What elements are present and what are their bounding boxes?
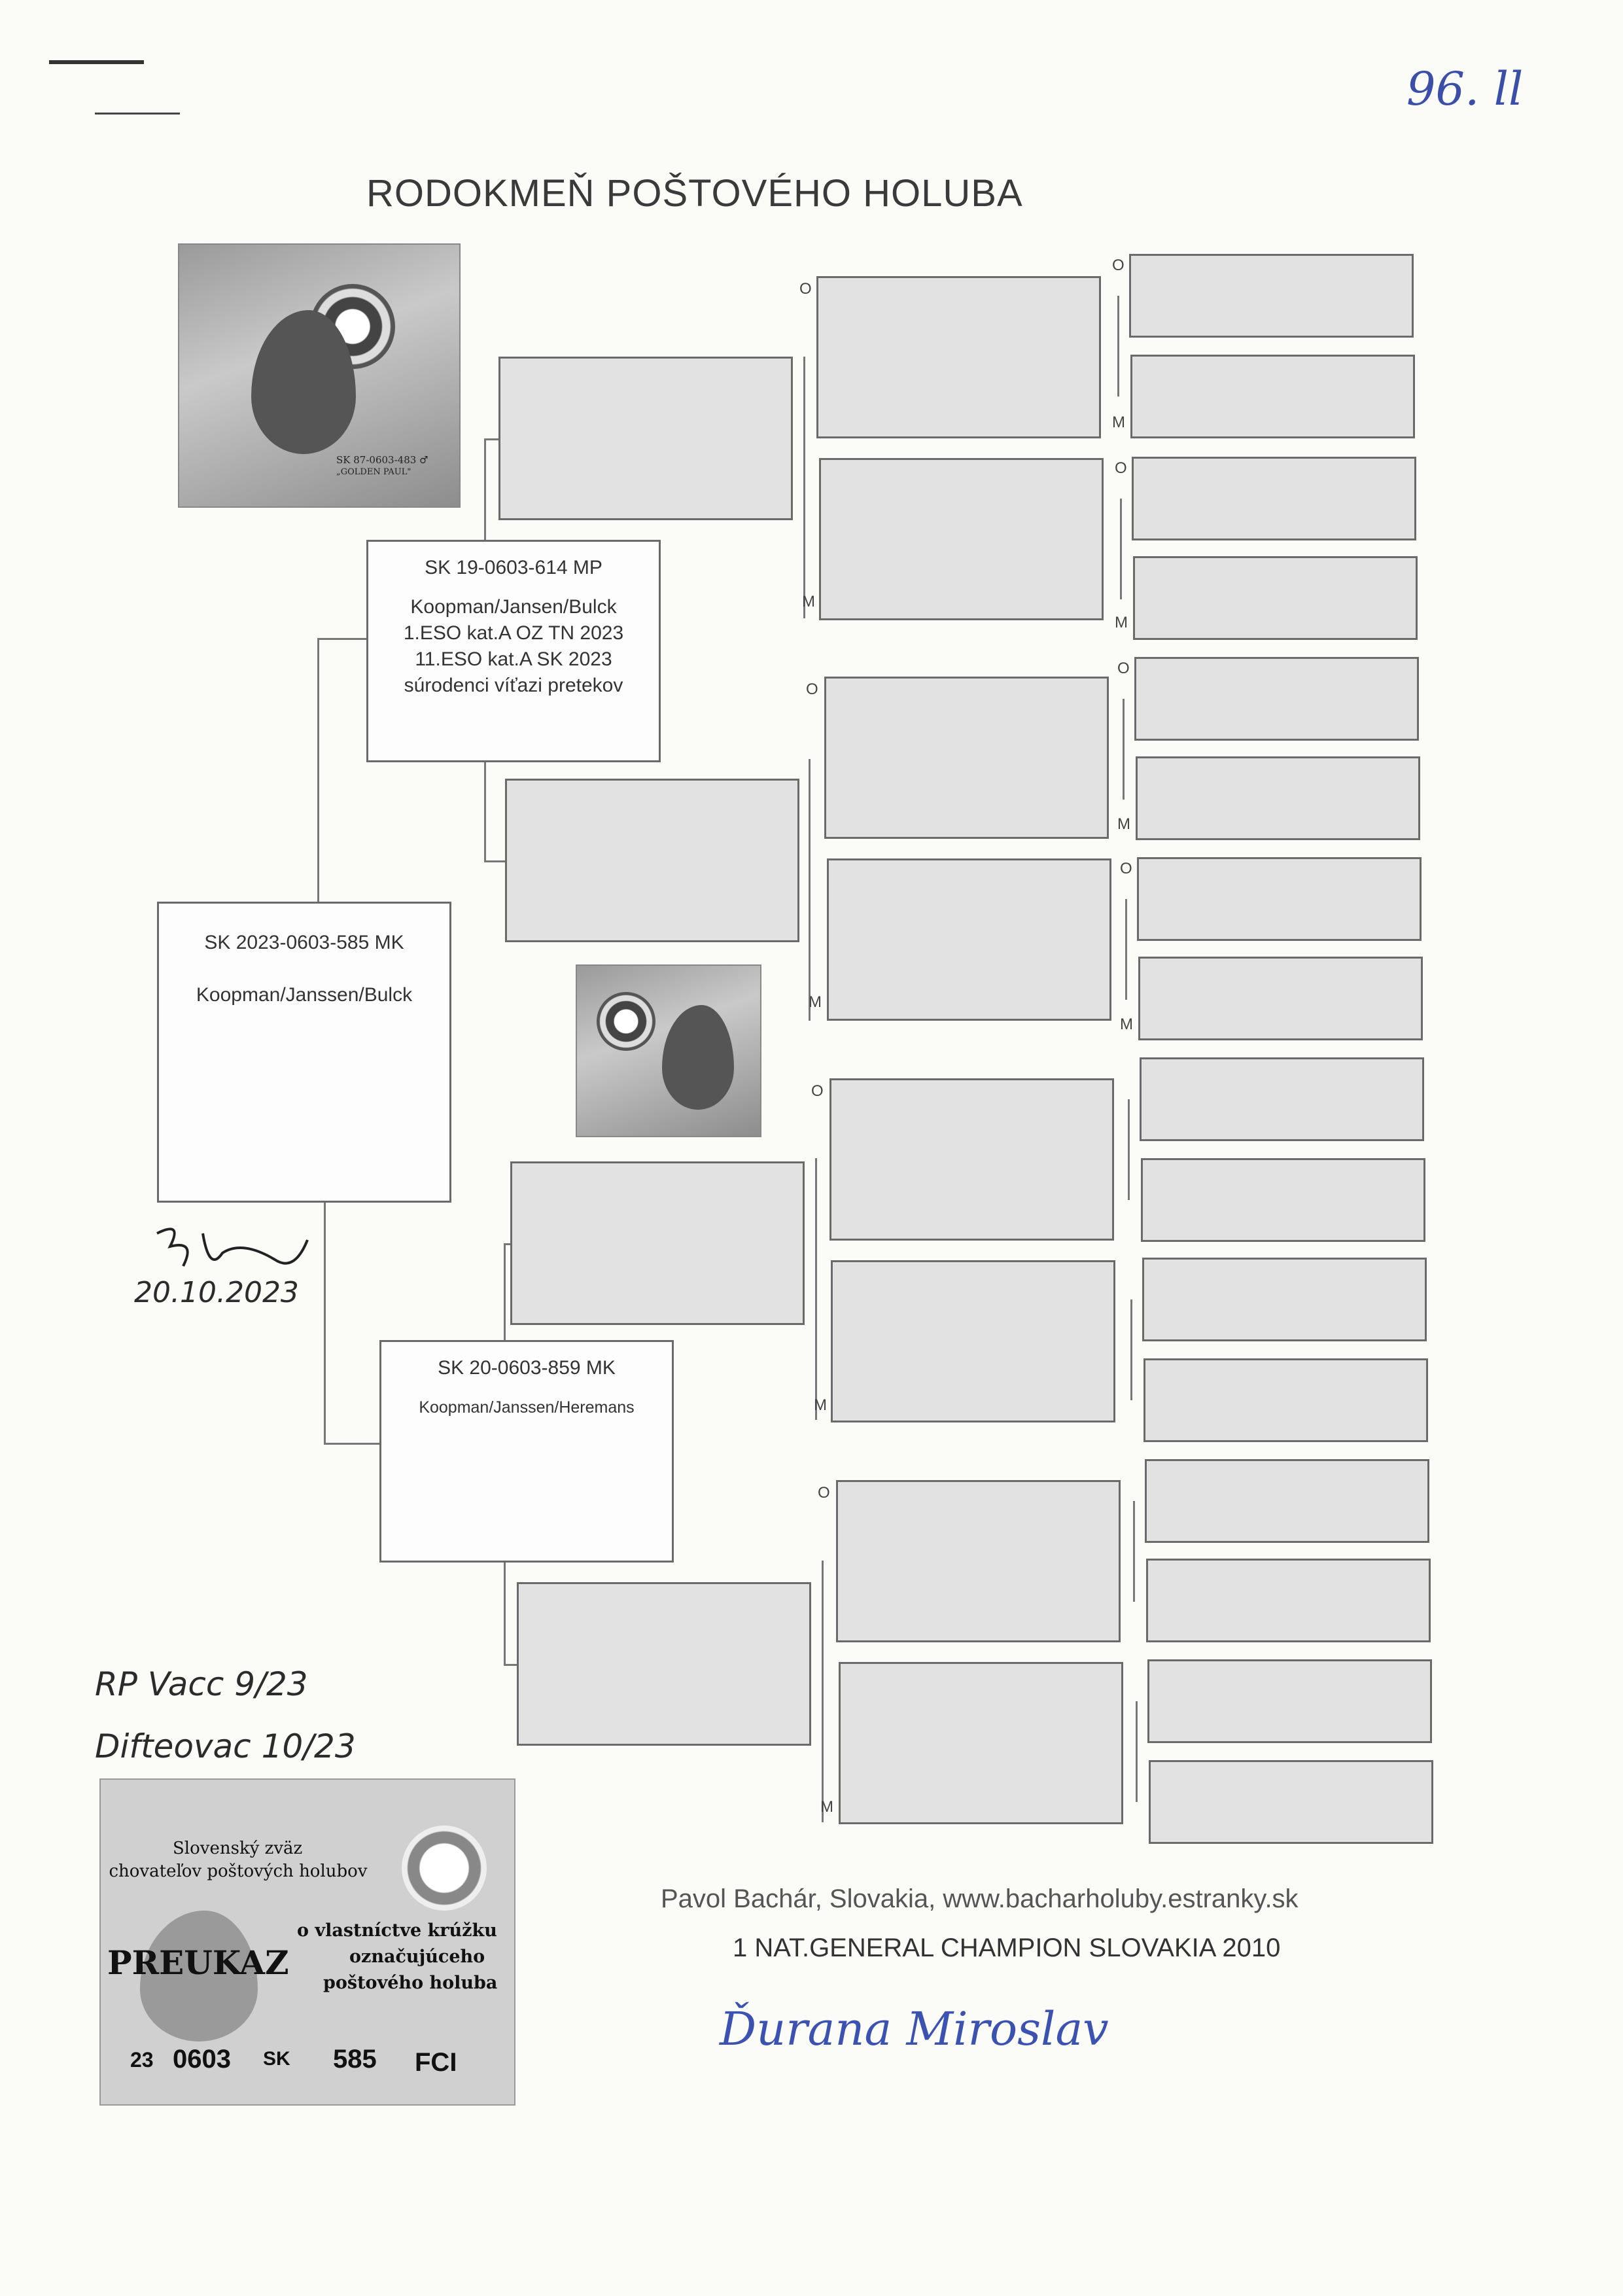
father-breed: Koopman/Jansen/Bulck [410, 596, 617, 618]
card-org: chovateľov poštových holubov [109, 1862, 368, 1881]
sex-mark-female: M [809, 993, 822, 1011]
father-note: 1.ESO kat.A OZ TN 2023 [403, 622, 624, 644]
pedigree-box [498, 357, 793, 520]
connector [484, 860, 505, 862]
breeder-title: 1 NAT.GENERAL CHAMPION SLOVAKIA 2010 [733, 1934, 1281, 1962]
connector [1128, 1099, 1130, 1200]
connector [484, 438, 486, 540]
connector [1133, 1501, 1135, 1602]
card-desc: označujúceho [349, 1947, 485, 1967]
card-desc: o vlastníctve krúžku [297, 1920, 497, 1941]
pedigree-box [1142, 1258, 1427, 1341]
connector [484, 438, 498, 440]
photo-ring-text: SK 87-0603-483 ♂ [336, 454, 428, 466]
connector [504, 1243, 510, 1245]
sex-mark-male: O [811, 1082, 824, 1100]
sex-mark-female: M [802, 593, 815, 610]
pedigree-box [1143, 1358, 1428, 1442]
sex-mark-female: M [820, 1798, 833, 1816]
card-heading: PREUKAZ [107, 1943, 289, 1982]
sex-mark-male: O [1112, 256, 1125, 274]
signature-date: 20.10.2023 [134, 1276, 299, 1309]
connector [317, 638, 319, 902]
pedigree-box [1146, 1559, 1431, 1642]
connector [484, 762, 486, 860]
sex-mark-female: M [1112, 414, 1125, 431]
subject-ring: SK 2023-0603-585 MK [204, 932, 404, 953]
owner-signature: Ďurana Miroslav [720, 2002, 1109, 2056]
vaccination-note: RP Vacc 9/23 [95, 1665, 308, 1703]
connector [1120, 499, 1122, 599]
father-note: súrodenci víťazi pretekov [404, 675, 623, 696]
pedigree-box [831, 1260, 1115, 1422]
connector [504, 1664, 517, 1666]
pedigree-box [1129, 254, 1414, 338]
breeder-credit: Pavol Bachár, Slovakia, www.bacharholuby.estranky.sk [661, 1884, 1299, 1913]
connector [317, 638, 366, 640]
connector [1117, 296, 1119, 397]
pedigree-box [1134, 657, 1419, 741]
father-ring: SK 19-0603-614 MP [425, 557, 602, 578]
connector [1123, 699, 1125, 800]
corner-note: 96. ll [1406, 62, 1524, 116]
pigeon-icon [251, 310, 356, 454]
pedigree-box [510, 1161, 805, 1325]
connector [822, 1561, 824, 1822]
pedigree-box [1133, 556, 1418, 640]
page-title: RODOKMEŇ POŠTOVÉHO HOLUBA [366, 172, 1023, 215]
sex-mark-male: O [1117, 660, 1130, 677]
connector [324, 1443, 379, 1445]
pedigree-box [505, 779, 799, 942]
sex-mark-male: O [818, 1484, 830, 1502]
ring-icon [597, 992, 655, 1051]
pedigree-box [1141, 1158, 1425, 1242]
connector [1125, 899, 1127, 1000]
card-desc: poštového holuba [323, 1973, 498, 1993]
mother-box [379, 1340, 674, 1563]
pedigree-box [1136, 756, 1420, 840]
pedigree-box [824, 677, 1109, 839]
mother-breed: Koopman/Janssen/Heremans [419, 1398, 635, 1417]
connector [324, 1203, 326, 1445]
mid-pigeon-photo [576, 964, 761, 1137]
pedigree-box [1138, 957, 1423, 1040]
mark-dash [49, 60, 144, 64]
mother-ring: SK 20-0603-859 MK [438, 1357, 616, 1379]
connector [803, 357, 805, 618]
father-note: 11.ESO kat.A SK 2023 [415, 648, 612, 670]
subject-breed: Koopman/Janssen/Bulck [196, 984, 413, 1006]
pedigree-box [816, 276, 1101, 438]
connector [1130, 1299, 1132, 1400]
pedigree-box [1145, 1459, 1429, 1543]
photo-name-text: „GOLDEN PAUL" [336, 467, 411, 477]
card-country: SK [263, 2048, 290, 2070]
sex-mark-male: O [1115, 459, 1127, 477]
sex-mark-female: M [1117, 815, 1130, 833]
card-year: 23 [130, 2048, 154, 2072]
pedigree-box [1149, 1760, 1433, 1844]
union-logo-icon [402, 1826, 487, 1911]
connector [1136, 1701, 1138, 1802]
sex-mark-female: M [1120, 1016, 1133, 1033]
sex-mark-male: O [1120, 860, 1132, 877]
pedigree-box [829, 1078, 1114, 1241]
vaccination-note: Difteovac 10/23 [95, 1727, 356, 1765]
pedigree-box [1140, 1057, 1424, 1141]
pedigree-box [839, 1662, 1123, 1824]
signature-scribble [144, 1214, 314, 1286]
card-club: 0603 [173, 2045, 231, 2074]
connector [815, 1158, 817, 1420]
pedigree-box [827, 858, 1111, 1021]
pedigree-box [1137, 857, 1422, 941]
pigeon-icon [662, 1005, 734, 1110]
pedigree-box [517, 1582, 811, 1746]
pedigree-box [1147, 1659, 1432, 1743]
pedigree-box [819, 458, 1104, 620]
mark-dash [95, 113, 180, 115]
ownership-card [99, 1778, 515, 2106]
subject-box [157, 902, 451, 1203]
card-fci: FCI [415, 2048, 457, 2077]
pedigree-box [1130, 355, 1415, 438]
father-box [366, 540, 661, 762]
pedigree-box [1132, 457, 1416, 540]
card-number: 585 [333, 2045, 377, 2074]
card-org: Slovenský zväz [173, 1839, 303, 1858]
sex-mark-female: M [814, 1396, 827, 1414]
sex-mark-male: O [806, 680, 818, 698]
connector [504, 1563, 506, 1664]
pedigree-box [836, 1480, 1121, 1642]
sex-mark-female: M [1115, 614, 1128, 631]
connector [809, 759, 811, 1021]
sex-mark-male: O [799, 280, 812, 298]
top-pigeon-photo [178, 243, 461, 508]
connector [504, 1243, 506, 1340]
